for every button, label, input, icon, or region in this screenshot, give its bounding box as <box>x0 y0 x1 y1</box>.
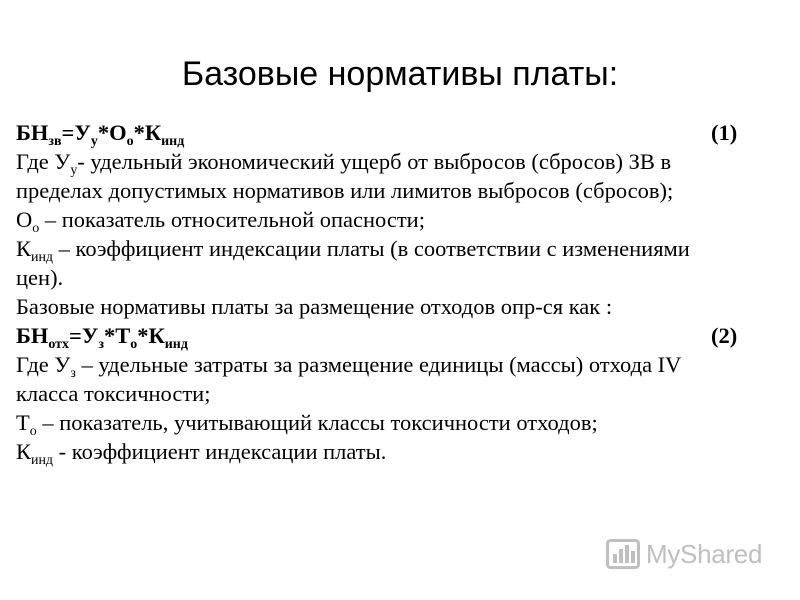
formula-1-lhs: БН <box>16 120 49 145</box>
formula-2-lhs-sub: отх <box>48 336 69 352</box>
watermark-logo <box>606 536 762 572</box>
definition-k-sub: инд <box>31 249 54 265</box>
definition-y-symbol: Где У <box>16 149 71 174</box>
definition-o-sub: о <box>32 220 40 236</box>
definition-k2-symbol: К <box>16 439 32 464</box>
definition-o-text: – показатель относительной опасности; <box>39 207 425 232</box>
formula-2-y: =У <box>69 323 99 348</box>
formula-2 <box>16 321 796 350</box>
formula-2-lhs: БН <box>16 323 49 348</box>
formula-2-k-sub: инд <box>164 336 188 352</box>
definition-k <box>16 234 796 263</box>
formula-1-y: =У <box>61 120 91 145</box>
definition-y-text: - удельный экономический ущерб от выбросов (сбросов) ЗВ в <box>77 149 672 174</box>
definition-k2 <box>16 437 796 466</box>
formula-2-t: *Т <box>103 323 131 348</box>
definition-yz-symbol: Где У <box>16 352 71 377</box>
definition-k-symbol: К <box>16 236 32 261</box>
watermark-text: MyShared <box>646 538 763 569</box>
definition-yz <box>16 350 796 379</box>
definition-t-sub: о <box>29 423 37 439</box>
slide-title: Базовые нормативы платы: <box>181 55 619 93</box>
formula-2-t-sub: о <box>130 336 138 352</box>
definition-k-text: – коэффициент индексации платы (в соответствии с изменениями <box>53 236 690 261</box>
formula-1-k: *К <box>133 120 162 145</box>
definition-t-symbol: Т <box>16 410 30 435</box>
formula-1-lhs-sub: зв <box>48 133 62 149</box>
definition-y <box>16 147 796 176</box>
definition-t <box>16 408 796 437</box>
definition-o <box>16 205 796 234</box>
formula-1 <box>16 118 796 147</box>
definition-yz-line2: класса токсичности; <box>16 381 211 406</box>
formula-2-y-sub: з <box>98 336 104 352</box>
formula-1-y-sub: у <box>90 133 98 149</box>
definition-y-line2: пределах допустимых нормативов или лимитов выбросов (сбросов); <box>16 178 674 203</box>
formula-2-k: *К <box>137 323 165 348</box>
intro-formula-2: Базовые нормативы платы за размещение отходов опр-ся как : <box>16 294 613 319</box>
definition-yz-sub: з <box>70 365 76 381</box>
formula-1-o: *О <box>97 120 127 145</box>
formula-1-number: (1) <box>711 120 738 145</box>
definition-k-line2: цен). <box>16 265 64 290</box>
definition-y-sub: у <box>70 162 78 178</box>
definition-yz-text: – удельные затраты за размещение единицы (массы) отхода IV <box>75 352 682 377</box>
definition-t-text: – показатель, учитывающий классы токсичности отходов; <box>36 410 598 435</box>
bar-chart-icon <box>606 539 640 569</box>
formula-2-number: (2) <box>711 323 738 348</box>
formula-1-k-sub: инд <box>161 133 185 149</box>
slide-body <box>16 118 796 466</box>
definition-o-symbol: О <box>16 207 33 232</box>
definition-k2-text: - коэффициент индексации платы. <box>53 439 387 464</box>
definition-k2-sub: инд <box>31 452 54 468</box>
formula-1-o-sub: о <box>126 133 134 149</box>
